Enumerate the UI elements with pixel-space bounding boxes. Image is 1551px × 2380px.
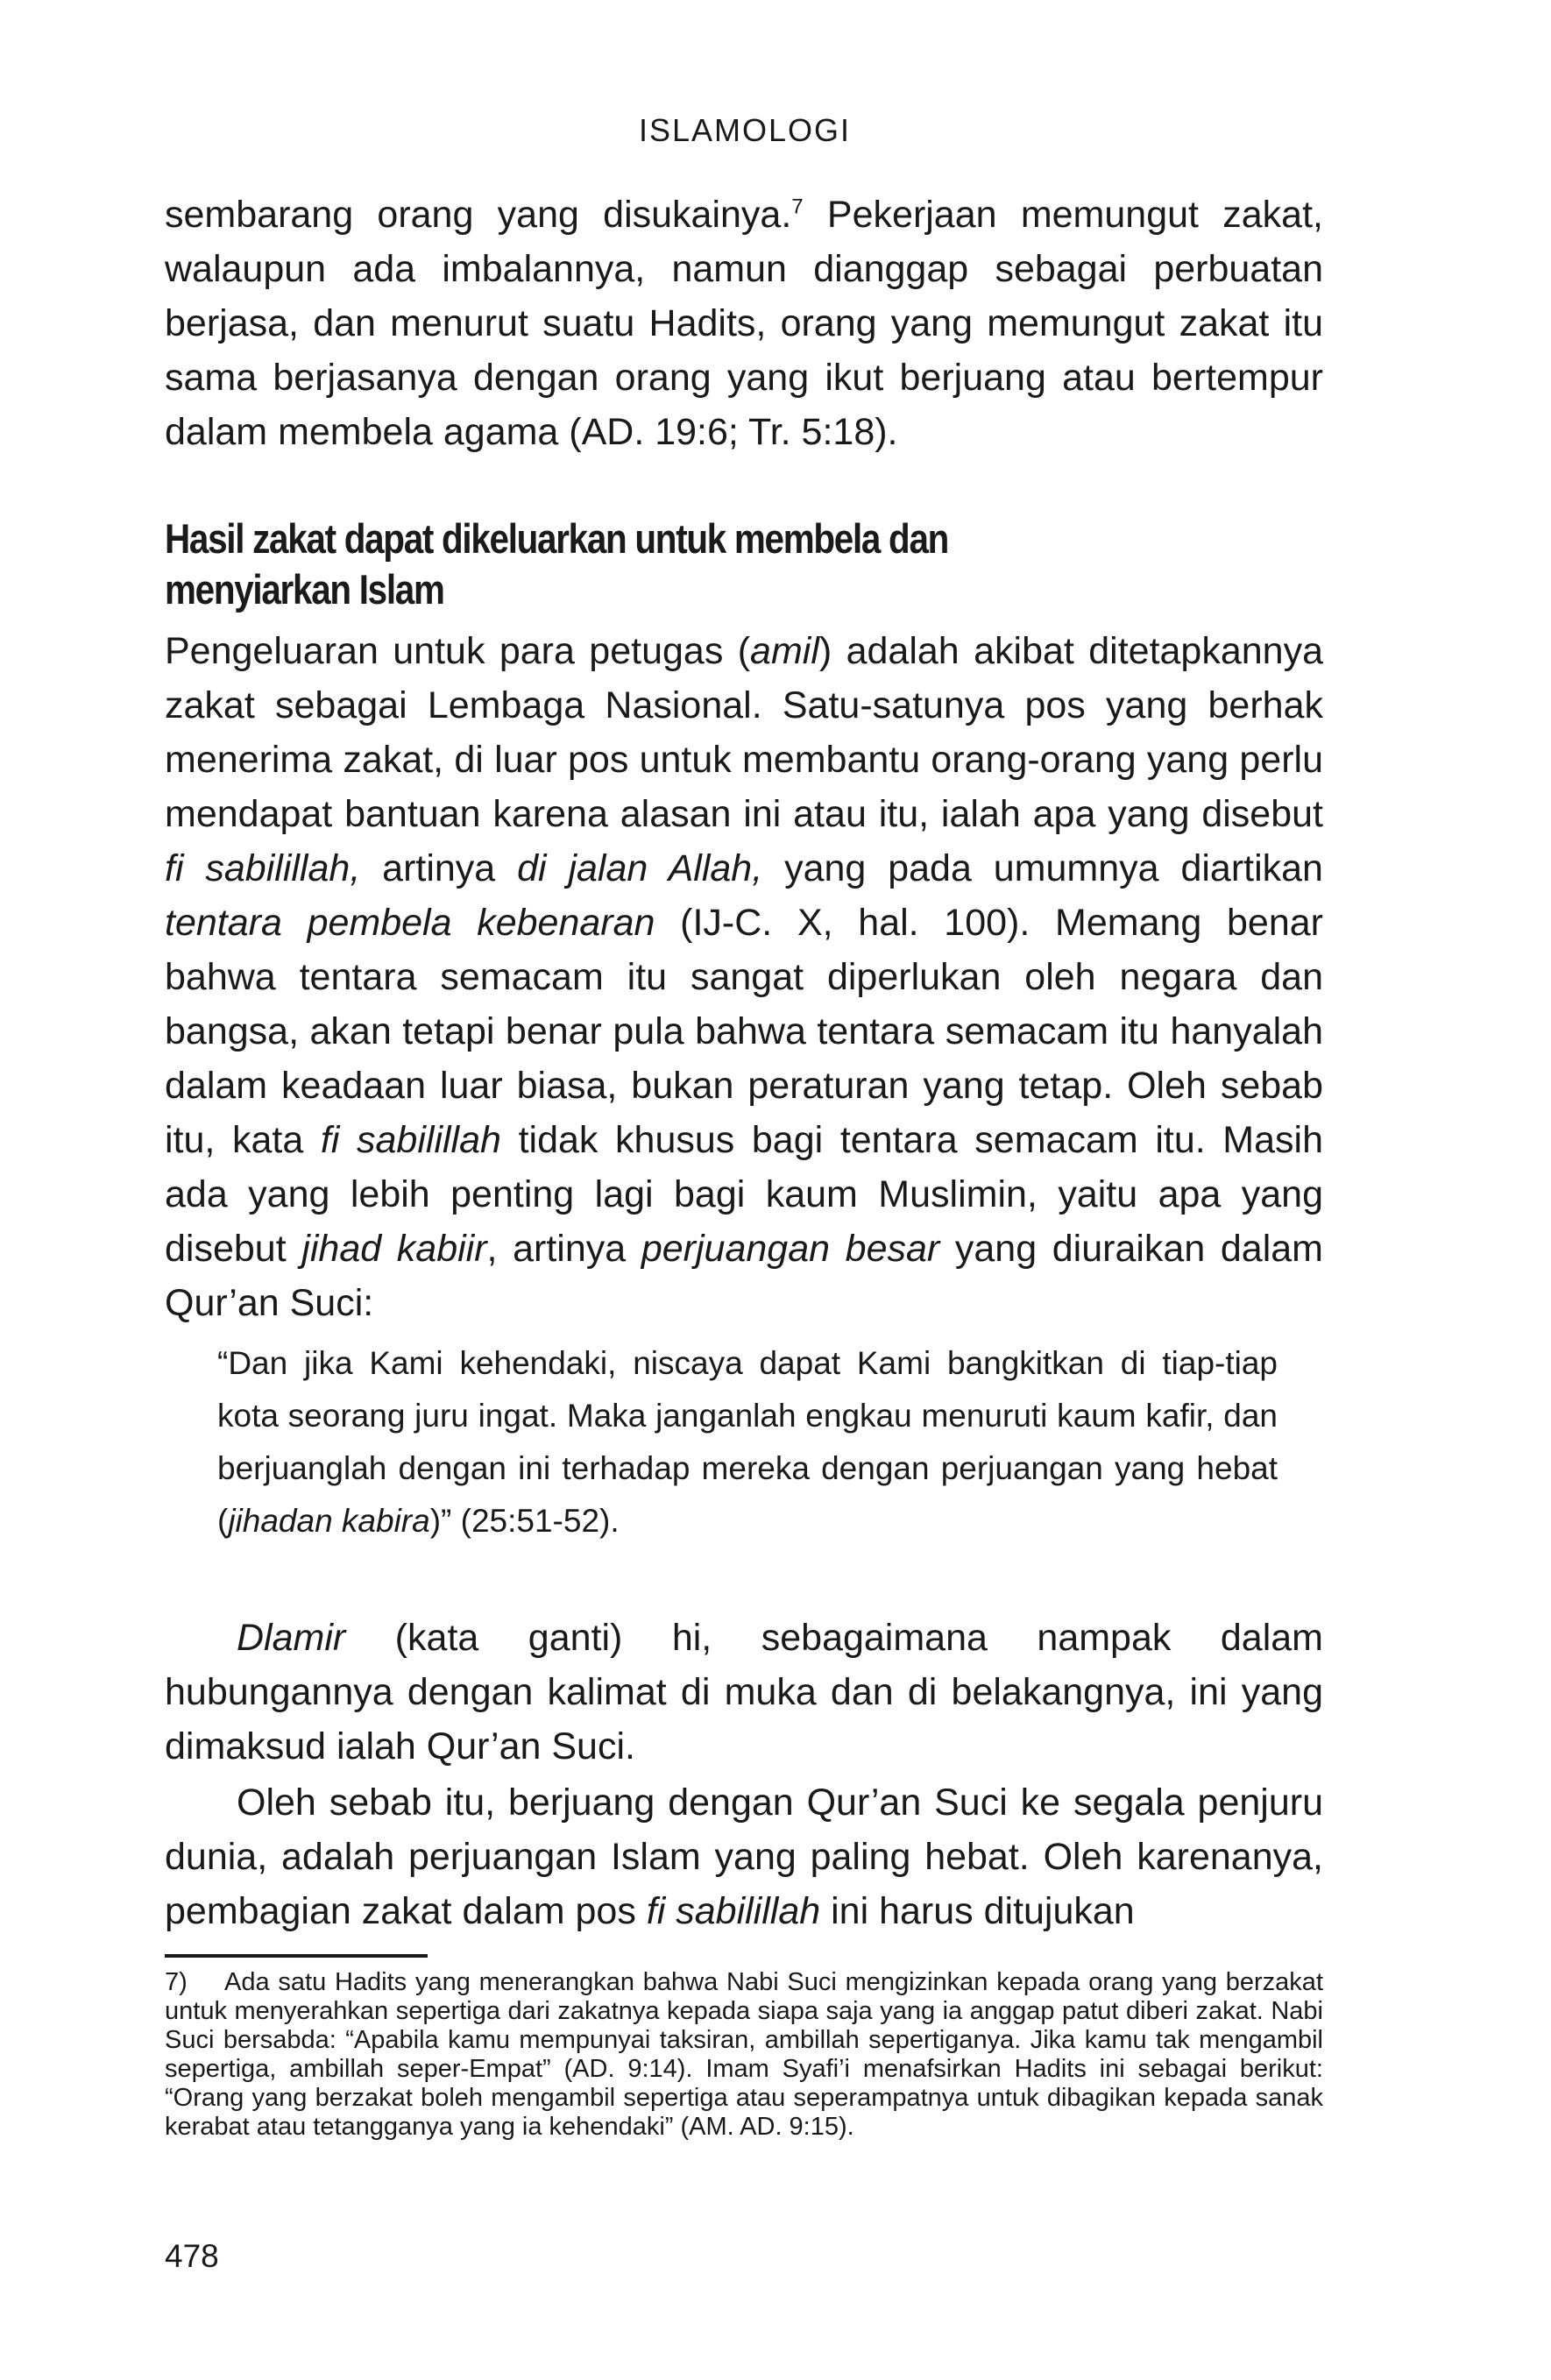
footnote-number: 7) <box>165 1968 188 1996</box>
para2-text-6: tidak khusus bagi tentara semacam itu. Masih ada yang lebih penting lagi bagi kaum Muslimin, yaitu apa yang disebut <box>165 1119 1324 1270</box>
para4-text-2: ini harus ditujukan <box>820 1890 1135 1932</box>
block-quote <box>217 1337 1278 1548</box>
para1-text-1: sembarang orang yang disukainya. <box>165 194 792 236</box>
para2-text-2: ) adalah akibat ditetapkannya zakat sebagai Lembaga Nasional. Satu-satunya pos yang berhak menerima zakat, di luar pos untuk membantu orang-orang yang perlu mendapat bantuan karena alasan ini atau itu, ialah apa yang disebut <box>165 630 1324 835</box>
para2-italic-6: jihad kabiir <box>301 1228 487 1270</box>
section-heading <box>165 514 1318 615</box>
paragraph-2 <box>165 624 1323 1330</box>
para2-text-7: , artinya <box>486 1228 641 1270</box>
quote-italic: jihadan kabira <box>228 1503 430 1539</box>
quote-text-2: )” (25:51-52). <box>429 1503 620 1539</box>
paragraph-1 <box>165 188 1323 459</box>
footnote-reference[interactable]: 7 <box>791 195 804 219</box>
heading-line-2: menyiarkan Islam <box>165 566 444 613</box>
para4-italic: fi sabilillah <box>646 1890 821 1932</box>
para2-text-4: yang pada umumnya diartikan <box>762 847 1323 889</box>
running-head: ISLAMOLOGI <box>638 112 852 148</box>
heading-line-1: Hasil zakat dapat dikeluarkan untuk membela dan <box>165 515 949 562</box>
footnote-divider <box>165 1954 428 1958</box>
para2-italic-4: tentara pembela kebenaran <box>165 902 655 944</box>
para2-text-8: yang diuraikan dalam Qur’an Suci: <box>165 1228 1324 1324</box>
footnote <box>165 1968 1323 2142</box>
page-number: 478 <box>165 2238 219 2274</box>
para2-italic-7: perjuangan besar <box>641 1228 940 1270</box>
para2-italic-1: amil <box>750 630 819 672</box>
para4-text-1: Oleh sebab itu, berjuang dengan Qur’an Suci ke segala penjuru dunia, adalah perjuangan Islam yang paling hebat. Oleh karenanya, pembagian zakat dalam pos <box>165 1781 1323 1932</box>
paragraph-4 <box>165 1775 1323 1938</box>
para2-text-5: (IJ-C. X, hal. 100). Memang benar bahwa tentara semacam itu sangat diperlukan oleh negara dan bangsa, akan tetapi benar pula bahwa tentara semacam itu hanyalah dalam keadaan luar biasa, bukan peraturan yang tetap. Oleh sebab itu, kata <box>165 902 1323 1161</box>
quote-text-1: “Dan jika Kami kehendaki, niscaya dapat Kami bangkitkan di tiap-tiap kota seorang juru ingat. Maka janganlah engkau menuruti kaum kafir, dan berjuanglah dengan ini terhadap mereka dengan perjuangan yang hebat ( <box>217 1345 1278 1539</box>
para3-italic: Dlamir <box>237 1617 346 1659</box>
para2-text-1: Pengeluaran untuk para petugas ( <box>165 630 751 672</box>
para1-text-2: Pekerjaan memungut zakat, walaupun ada imbalannya, namun dianggap sebagai perbuatan berjasa, dan menurut suatu Hadits, orang yang memungut zakat itu sama berjasanya dengan orang yang ikut berjuang atau bertempur dalam membela agama (AD. 19:6; Tr. 5:18). <box>165 194 1323 453</box>
para2-italic-3: di jalan Allah, <box>517 847 763 889</box>
para3-text: (kata ganti) hi, sebagaimana nampak dalam hubungannya dengan kalimat di muka dan di belakangnya, ini yang dimaksud ialah Qur’an Suci. <box>165 1617 1323 1767</box>
para2-italic-2: fi sabilillah, <box>165 847 361 889</box>
footnote-text: Ada satu Hadits yang menerangkan bahwa Nabi Suci mengizinkan kepada orang yang berzakat untuk menyerahkan sepertiga dari zakatnya kepada siapa saja yang ia anggap patut diberi zakat. Nabi Suci bersabda: “Apabila kamu mempunyai taksiran, ambillah sepertiganya. Jika kamu tak mengambil sepertiga, ambillah seper-Empat” (AD. 9:14). Imam Syafi’i menafsirkan Hadits ini sebagai berikut: “Orang yang berzakat boleh mengambil sepertiga atau seperampatnya untuk dibagikan kepada sanak kerabat atau tetangganya yang ia kehendaki” (AM. AD. 9:15). <box>165 1968 1323 2141</box>
para2-italic-5: fi sabilillah <box>320 1119 501 1161</box>
para2-text-3: artinya <box>360 847 518 889</box>
paragraph-3 <box>165 1611 1323 1774</box>
